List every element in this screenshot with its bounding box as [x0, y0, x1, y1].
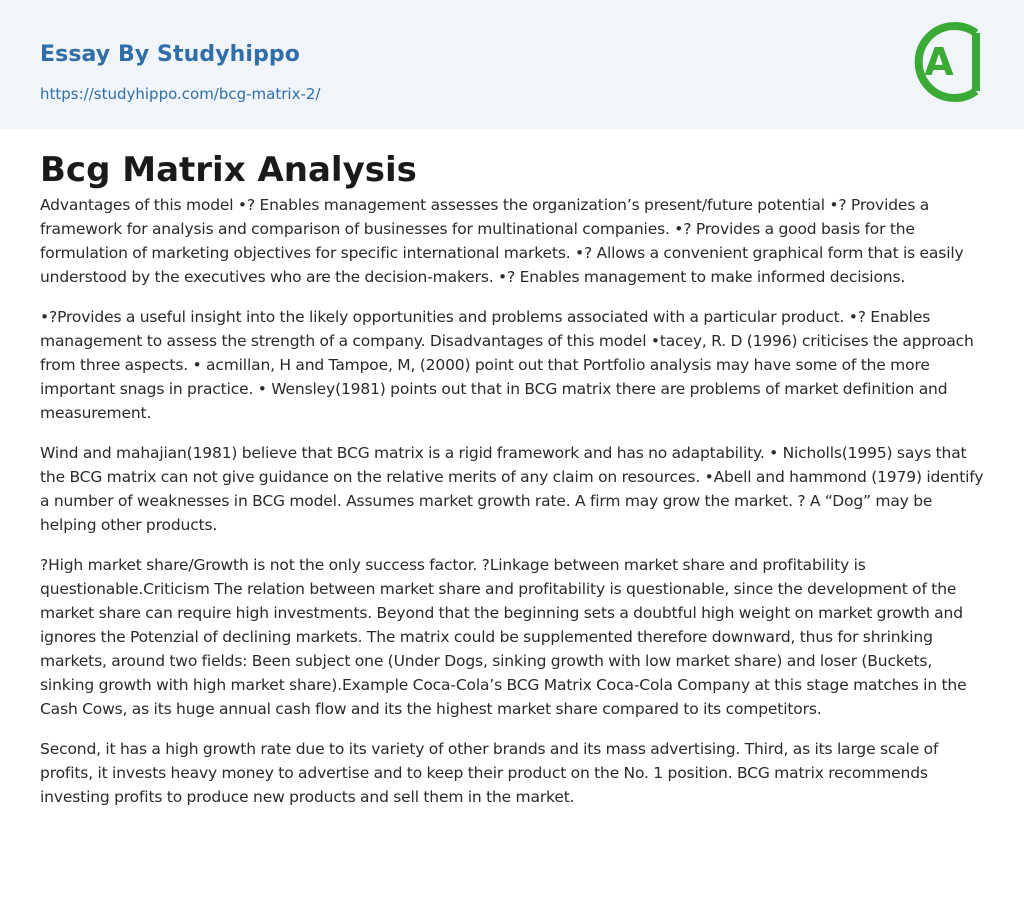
article-title: Bcg Matrix Analysis: [40, 150, 417, 190]
article-paragraph: Wind and mahajian(1981) believe that BCG matrix is a rigid framework and has no adaptability. • Nicholls(1995) says that the BCG matrix can not give guidance on the relative merits of any claim on resources. •Abell and hammond (1979) identify a number of weaknesses in BCG model. Assumes market growth rate. A firm may grow the market. ? A “Dog” may be helping other products.: [40, 444, 984, 534]
essay-url-link[interactable]: https://studyhippo.com/bcg-matrix-2/: [40, 85, 321, 103]
site-brand[interactable]: Essay By Studyhippo: [40, 42, 300, 67]
article-paragraph: •?Provides a useful insight into the likely opportunities and problems associated with a particular product. •? Enables management to assess the strength of a company. Disadvantages of this model •tacey, R. D (1996) criticises the approach from three aspects. • acmillan, H and Tampoe, M, (2000) point out that Portfolio analysis may have some of the more important snags in practice. • Wensley(1981) points out that in BCG matrix there are problems of market definition and measurement.: [40, 308, 974, 422]
site-header: [0, 0, 1024, 129]
article-paragraph: Second, it has a high growth rate due to its variety of other brands and its mass advertising. Third, as its large scale of profits, it invests heavy money to advertise and to keep their product on the No. 1 position. BCG matrix recommends investing profits to produce new products and sell them in the market.: [40, 740, 939, 806]
logo-letter: A: [924, 40, 954, 84]
studyhippo-logo-icon[interactable]: [908, 18, 988, 106]
article-paragraph: Advantages of this model •? Enables management assesses the organization’s present/future potential •? Provides a framework for analysis and comparison of businesses for multinational companies. •? Provides a good basis for the formulation of marketing objectives for specific international markets. •? Allows a convenient graphical form that is easily understood by the executives who are the decision-makers. •? Enables management to make informed decisions.: [40, 196, 964, 286]
article-paragraph: ?High market share/Growth is not the only success factor. ?Linkage between market share and profitability is questionable.Criticism The relation between market share and profitability is questionable, since the development of the market share can require high investments. Beyond that the beginning sets a doubtful high weight on market growth and ignores the Potenzial of declining markets. The matrix could be supplemented therefore downward, thus for shrinking markets, around two fields: Been subject one (Under Dogs, sinking growth with low market share) and loser (Buckets, sinking growth with high market share).Example Coca-Cola’s BCG Matrix Coca-Cola Company at this stage matches in the Cash Cows, as its huge annual cash flow and its the highest market share compared to its competitors.: [40, 556, 967, 718]
article-content: [0, 129, 1024, 809]
